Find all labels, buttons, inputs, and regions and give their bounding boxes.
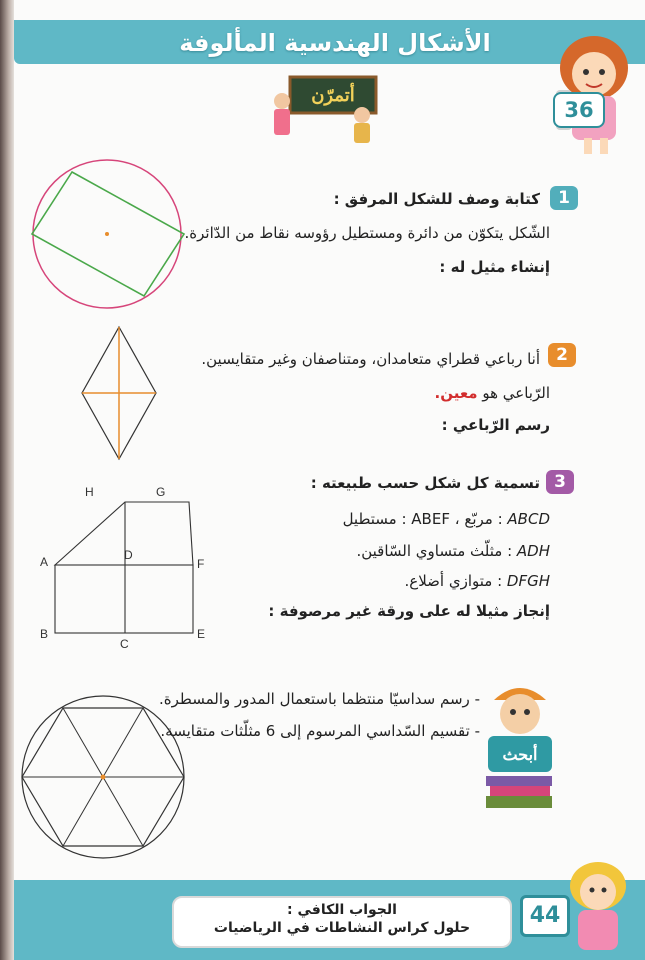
- exercise1-task: إنشاء مثيل له :: [439, 258, 550, 276]
- exercise3-line3-text: : متوازي أضلاع.: [404, 572, 503, 590]
- research-badge: أبحث: [502, 747, 538, 764]
- exercise2-answer: معين.: [434, 384, 478, 402]
- exercise3-line2-text: : مثلّث متساوي السّاقين.: [356, 542, 513, 560]
- exercise2-answer-line: [435, 384, 551, 402]
- label-D: D: [124, 548, 133, 562]
- kids-blackboard-illustration: [270, 75, 380, 145]
- exercise3-line1-text: : مربّع ، ABEF : مستطيل: [342, 510, 503, 528]
- exercise3-number: 3: [546, 470, 574, 494]
- footer-line2: حلول كراس النشاطات في الرياضيات: [213, 920, 471, 936]
- exercise1-heading: كتابة وصف للشكل المرفق :: [333, 190, 540, 208]
- exercise3-task: إنجاز مثيلا له على ورقة غير مرصوفة :: [268, 602, 550, 620]
- board-badge: أتمرّن: [311, 85, 355, 105]
- research-line1: - رسم سداسيّا منتظما باستعمال المدور والمسطرة.: [159, 690, 480, 708]
- label-C: C: [120, 637, 129, 651]
- kid-reading-illustration: [480, 680, 558, 812]
- exercise3-line2: [356, 542, 550, 560]
- exercise2-text: أنا رباعي قطراي متعامدان، ومتناصفان وغير متقايسين.: [201, 350, 540, 368]
- exercise2-task: رسم الرّباعي :: [441, 416, 550, 434]
- exercise3-figure: [38, 482, 216, 652]
- exercise2-rhombus: [78, 325, 160, 465]
- circle-center: [105, 232, 109, 236]
- exercise1-number: 1: [550, 186, 578, 210]
- lesson-number: 36: [553, 92, 605, 128]
- research-line2: - تقسيم السّداسي المرسوم إلى 6 مثلّثات متقايسة.: [160, 722, 480, 740]
- page-number: 44: [520, 895, 570, 937]
- exercise3-line3-names: DFGH: [506, 572, 550, 590]
- exercise3-line2-names: ADH: [516, 542, 550, 560]
- exercise3-line3: [405, 572, 551, 590]
- exercise4-hexagon: [20, 694, 188, 862]
- exercise1-figure: [28, 154, 188, 310]
- girl-footer-illustration: [560, 856, 638, 956]
- page-left-edge: [0, 0, 14, 960]
- exercise1-text: الشّكل يتكوّن من دائرة ومستطيل رؤوسه نقاط من الدّائرة.: [184, 224, 550, 242]
- label-B: B: [40, 627, 49, 641]
- label-A: A: [40, 555, 49, 569]
- label-E: E: [197, 627, 206, 641]
- exercise3-line1-names: ABCD: [507, 510, 550, 528]
- exercise2-number: 2: [548, 343, 576, 367]
- exercise3-heading: تسمية كل شكل حسب طبيعته :: [310, 474, 540, 492]
- footer-line1: الجواب الكافي :: [287, 902, 397, 918]
- exercise2-answer-prefix: الرّباعي هو: [482, 384, 550, 402]
- footer-book-title: [172, 896, 512, 948]
- page-title: الأشكال الهندسية المألوفة: [179, 29, 491, 57]
- label-F: F: [197, 557, 205, 571]
- label-H: H: [85, 485, 94, 499]
- exercise3-line1: [343, 510, 550, 528]
- label-G: G: [156, 485, 166, 499]
